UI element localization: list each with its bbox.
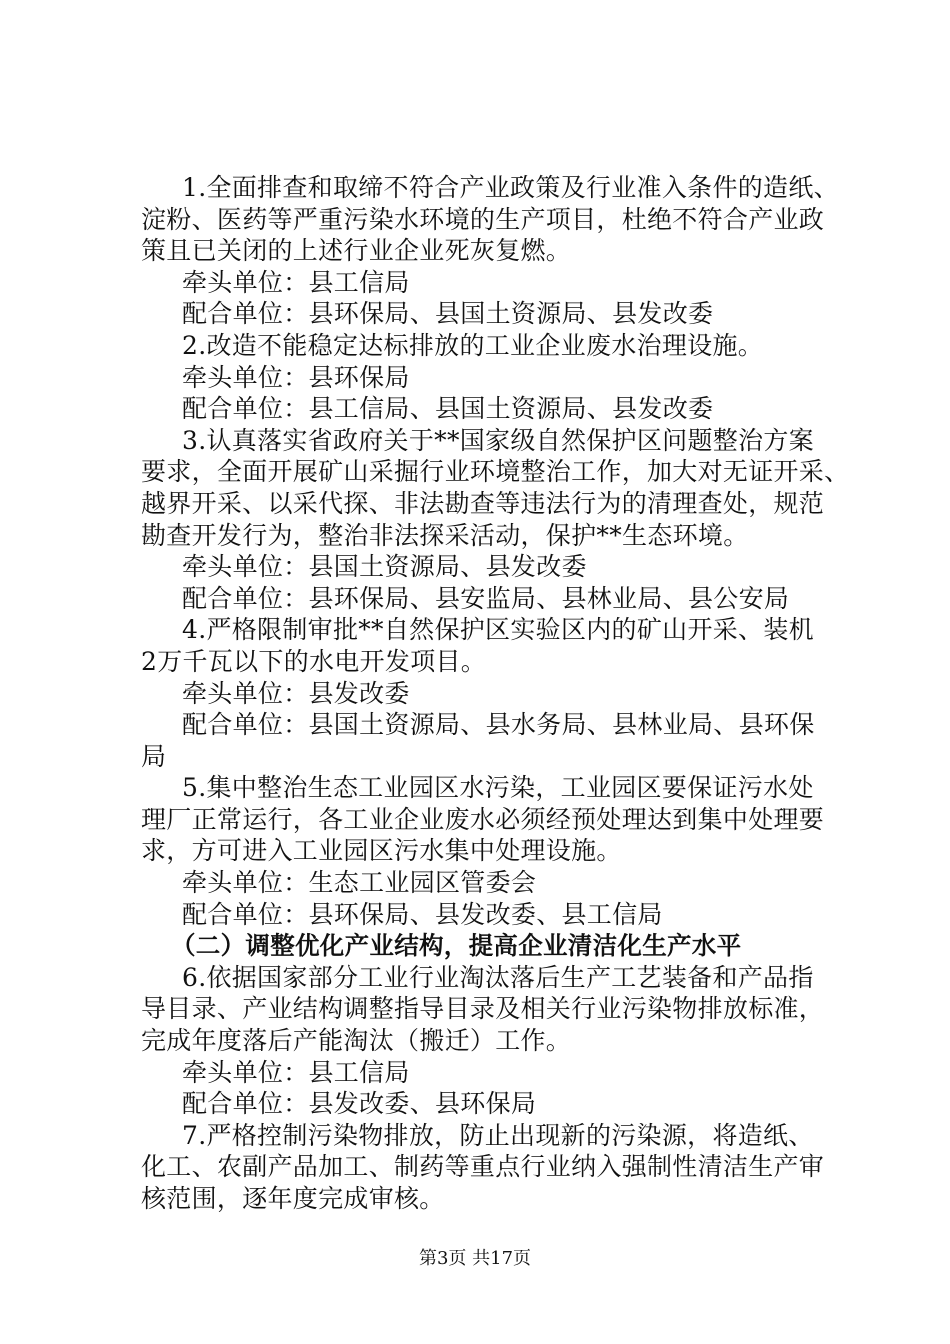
text-line: 6.依据国家部分工业行业淘汰落后生产工艺装备和产品指 (182, 962, 814, 992)
text-line: 完成年度落后产能淘汰（搬迁）工作。 (141, 1026, 572, 1056)
section-heading: （二）调整优化产业结构，提高企业清洁化生产水平 (171, 931, 742, 961)
text-line: 求，方可进入工业园区污水集中处理设施。 (141, 836, 622, 866)
text-line: 牵头单位：县工信局 (182, 1057, 410, 1087)
text-line: 配合单位：县国土资源局、县水务局、县林业局、县环保 (182, 710, 815, 740)
text-line: 牵头单位：县环保局 (182, 362, 410, 392)
text-line: 配合单位：县工信局、县国土资源局、县发改委 (182, 394, 714, 424)
text-line: 2.改造不能稳定达标排放的工业企业废水治理设施。 (182, 330, 764, 360)
text-line: 核范围，逐年度完成审核。 (141, 1184, 445, 1213)
text-line: 要求，全面开展矿山采掘行业环境整治工作，加大对无证开采、 (141, 457, 850, 487)
text-line: 4.严格限制审批**自然保护区实验区内的矿山开采、装机 (182, 615, 814, 645)
text-line: 淀粉、医药等严重污染水环境的生产项目，杜绝不符合产业政 (141, 204, 825, 234)
text-line: 勘查开发行为，整治非法探采活动，保护**生态环境。 (141, 520, 749, 550)
text-line: 导目录、产业结构调整指导目录及相关行业污染物排放标准， (141, 994, 825, 1024)
text-line: 7.严格控制污染物排放，防止出现新的污染源，将造纸、 (182, 1120, 814, 1150)
document-body (141, 172, 850, 1215)
page-footer: 第3页 共17页 (418, 1248, 532, 1269)
text-line: 策且已关闭的上述行业企业死灰复燃。 (141, 236, 572, 266)
text-line: 牵头单位：生态工业园区管委会 (182, 868, 537, 898)
text-line: 2万千瓦以下的水电开发项目。 (141, 646, 487, 676)
text-line: 配合单位：县环保局、县国土资源局、县发改委 (182, 299, 714, 329)
text-line: 局 (141, 741, 167, 771)
text-line: 1.全面排查和取缔不符合产业政策及行业准入条件的造纸、 (182, 173, 839, 202)
text-line: 配合单位：县环保局、县安监局、县林业局、县公安局 (182, 583, 790, 613)
text-line: 配合单位：县发改委、县环保局 (182, 1089, 537, 1119)
text-line: 牵头单位：县国土资源局、县发改委 (182, 552, 587, 582)
text-line: 牵头单位：县发改委 (182, 678, 410, 708)
text-line: 牵头单位：县工信局 (182, 267, 410, 297)
text-line: 越界开采、以采代探、非法勘查等违法行为的清理查处，规范 (141, 488, 825, 518)
text-line: 配合单位：县环保局、县发改委、县工信局 (182, 899, 663, 929)
text-line: 化工、农副产品加工、制药等重点行业纳入强制性清洁生产审 (141, 1152, 825, 1182)
text-line: 理厂正常运行，各工业企业废水必须经预处理达到集中处理要 (141, 804, 825, 834)
text-line: 5.集中整治生态工业园区水污染，工业园区要保证污水处 (182, 773, 814, 803)
text-line: 3.认真落实省政府关于**国家级自然保护区问题整治方案 (182, 425, 814, 455)
